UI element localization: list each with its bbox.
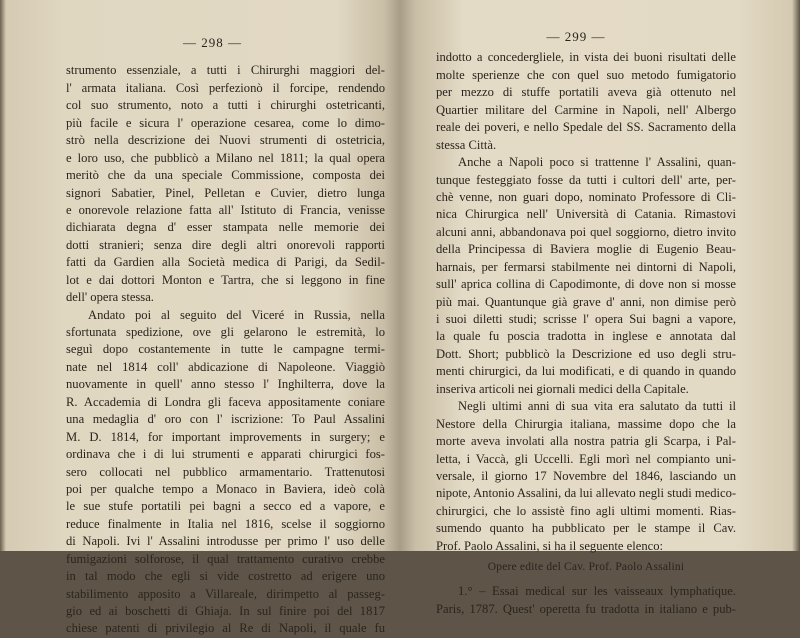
- text-line: fatti da Gardien alla Società medica di Parigi, da Sedil-: [66, 255, 385, 270]
- text-line: signori Sabatier, Pinel, Pelletan e Cuvier, dietro lunga: [66, 185, 385, 200]
- left-page-number: — 298 —: [183, 35, 242, 50]
- right-page: [416, 0, 737, 616]
- text-line: la quale fu poscia tradotta in inglese e annotata dal: [436, 329, 736, 344]
- text-line: strumento essenziale, a tutti i Chirurghi maggiori del-: [66, 63, 385, 78]
- text-line: Andato poi al seguito del Viceré in Russia, nella: [88, 307, 385, 322]
- text-line: inseriva articoli nei giornali medici della Capitale.: [436, 381, 689, 396]
- text-line: nipote, Antonio Assalini, da lui allevato negli studi medico-: [436, 486, 737, 501]
- left-page: [40, 0, 385, 636]
- text-line: seguì dopo costantemente in tutte le campagne termi-: [66, 342, 385, 357]
- text-line: più facile e sicura l' operazione cesarea, come lo dimo-: [66, 115, 385, 130]
- text-line: strò nella descrizione dei Nuovi strumenti di ostetricia,: [66, 133, 385, 148]
- text-line: letta, i Vaccà, gli Uccelli. Egli morì nel compianto uni-: [436, 451, 736, 466]
- text-line: nate nel 1814 coll' abdicazione di Napoleone. Viaggiò: [66, 359, 385, 374]
- text-line: più mai. Quantunque già grave d' anni, non dimise però: [436, 294, 736, 309]
- text-line: in tal modo che egli si vide costretto ad erigere uno: [66, 569, 385, 584]
- text-line: Paris, 1787. Quest' operetta fu tradotta in italiano e pub-: [436, 601, 736, 616]
- right-page-number: — 299 —: [546, 29, 606, 44]
- text-line: Quartier militare del Carmine in Napoli, nell' Albergo: [436, 102, 736, 117]
- text-line: harnais, per fermarsi stabilmente nei dintorni di Napoli,: [436, 259, 736, 274]
- text-line: R. Accademia di Londra gli faceva appositamente coniare: [66, 394, 385, 409]
- text-line: chè venne, non guari dopo, nominato Professore di Cli-: [436, 189, 736, 204]
- text-line: indotto a concedergliele, in vista dei buoni risultati delle: [436, 50, 736, 65]
- text-line: sumendo quanto ha pubblicato per le stampe il Cav.: [436, 521, 736, 536]
- text-line: dell' opera stessa.: [66, 290, 154, 305]
- text-line: Anche a Napoli poco si trattenne l' Assalini, quan-: [458, 155, 736, 170]
- text-line: l' armata italiana. Così perfezionò il forcipe, rendendo: [66, 80, 385, 95]
- text-line: Prof. Paolo Assalini, si ha il seguente elenco:: [436, 538, 664, 553]
- text-line: poi per qualche tempo a Monaco in Baviera, ideò colà: [66, 481, 385, 496]
- text-line: gio ed ai boschetti di Ghiaja. In sul finire poi del 1817: [66, 604, 385, 619]
- left-edge-shadow: [0, 0, 6, 551]
- text-line: reale dei poveri, e nello Spedale del SS. Sacramento della: [436, 120, 736, 135]
- text-line: e loro uso, che pubblicò a Milano nel 1811; la qual opera: [66, 150, 385, 165]
- text-line: menti chirurgici, da lui modificati, e di quando in quando: [436, 364, 736, 379]
- right-edge-shadow: [792, 0, 800, 551]
- text-line: di Napoli. Ivi l' Assalini introdusse per primo l' uso delle: [66, 534, 385, 549]
- text-line: nuovamente in quell' anno stesso l' Inghilterra, dove la: [66, 377, 385, 392]
- text-line: col suo strumento, noto a tutti i chirurghi ostetricanti,: [66, 98, 385, 113]
- right-page-text: [436, 49, 736, 618]
- text-line: tunque festeggiato fosse da tutti i cultori dell' arte, per-: [436, 172, 736, 187]
- text-line: meritò che da una speciale Commissione, composta dei: [66, 168, 385, 183]
- text-line: versale, il giorno 17 Novembre del 1846, lasciando un: [436, 468, 736, 483]
- text-line: chiese patenti di privilegio al Re di Napoli, il quale fu: [66, 621, 385, 636]
- text-line: dichiarata degna d' esser stampata nelle memorie dei: [66, 220, 385, 235]
- section-heading: Opere edite del Cav. Prof. Paolo Assalini: [487, 561, 685, 574]
- text-line: lot e dai dottori Monton e Tartra, che si leggono in fine: [66, 272, 385, 287]
- text-line: reduce finalmente in Italia nel 1816, scelse il soggiorno: [66, 516, 385, 531]
- text-line: chirurgici, che lo assistè fino agli ultimi momenti. Rias-: [436, 503, 736, 518]
- text-line: sfortunata spedizione, ove gli gelarono le estremità, lo: [66, 325, 385, 340]
- text-line: dotti stranieri; senza dire degli altri onorevoli rapporti: [66, 237, 385, 252]
- text-line: i suoi diletti studi; scrisse l' opera Sui bagni a vapore,: [436, 312, 736, 327]
- text-line: Dott. Short; pubblicò la Descrizione ed uso degli stru-: [436, 346, 736, 361]
- text-line: alcuni anni, abbandonava poi quel soggiorno, dietro invito: [436, 224, 736, 239]
- text-line: 1.° – Essai medical sur les vaisseaux lymphatique.: [458, 584, 736, 599]
- text-line: stessa Città.: [436, 137, 497, 152]
- text-line: per mezzo di stuffe portatili aveva già ottenuto nel: [436, 85, 736, 100]
- text-line: sero collocati nel pubblico armamentario. Trattenutosi: [66, 464, 385, 479]
- text-line: M. D. 1814, for important improvements in surgery; e: [66, 429, 385, 444]
- text-line: molte sperienze che con quel suo metodo fumigatorio: [436, 67, 736, 82]
- text-line: Nestore della Chirurgia italiana, massime dopo che la: [436, 416, 736, 431]
- text-line: nica Chirurgica nell' Università di Catania. Rimastovi: [436, 207, 736, 222]
- text-line: morte aveva involati alla nostra patria gli Scarpa, i Pal-: [436, 434, 736, 449]
- text-line: una medaglia d' oro con l' iscrizione: To Paul Assalini: [66, 412, 385, 427]
- text-line: della Principessa di Baviera moglie di Eugenio Beau-: [436, 242, 736, 257]
- text-line: ordinava che i di lui strumenti e apparati chirurgici fos-: [66, 447, 385, 462]
- text-line: stabilimento apposito a Villareale, dirimpetto al passeg-: [66, 586, 385, 601]
- text-line: fumigazioni solforose, il qual trattamento curativo crebbe: [66, 551, 385, 566]
- text-line: Negli ultimi anni di sua vita era salutato da tutti il: [458, 399, 736, 414]
- text-line: sull' aprica collina di Capodimonte, di dove non si mosse: [436, 277, 736, 292]
- text-line: le sue stufe portatili pei bagni a secco ed a vapore, e: [66, 499, 385, 514]
- left-page-text: [66, 62, 385, 637]
- text-line: e onorevole relazione fatta all' Istituto di Francia, venisse: [66, 202, 385, 217]
